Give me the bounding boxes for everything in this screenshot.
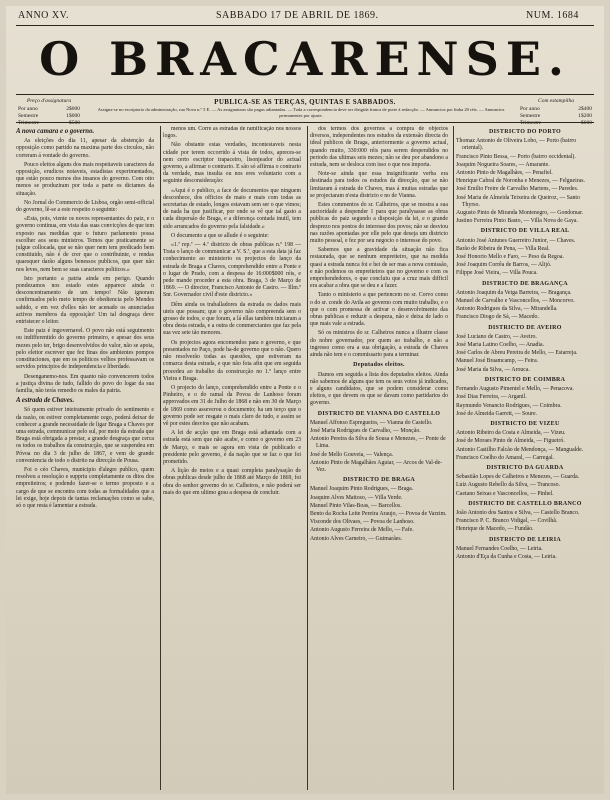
section-heading: DISTRICTO DE AVEIRO bbox=[488, 324, 562, 331]
column-2 bbox=[163, 126, 301, 790]
deputy-entry: Justino Ferreira Pinto Basto, — Villa Nova de Gaya. bbox=[456, 218, 578, 225]
issue-year: ANNO XV. bbox=[18, 10, 70, 21]
column-1 bbox=[16, 126, 154, 790]
deputy-entry: Francisco Pinto Bessa, — Porto (bairro occidental). bbox=[456, 153, 576, 160]
deputy-entry: Antonio d'Eça da Cunha e Costa, — Leiria. bbox=[456, 553, 557, 560]
subscription-right-heading: Com estampilha bbox=[538, 98, 574, 104]
deputy-entry: José Maria Latino Coelho, — Anadia. bbox=[456, 342, 545, 349]
issue-date: SABBADO 17 DE ABRIL DE 1869. bbox=[216, 10, 379, 21]
column-divider bbox=[453, 126, 454, 790]
section-heading: DISTRICTO DE CASTELLO BRANCO bbox=[468, 500, 582, 507]
column-divider bbox=[307, 126, 308, 790]
column-divider bbox=[160, 126, 161, 790]
deputy-entry: Raymundo Venancio Rodrigues, — Coimbra. bbox=[456, 402, 562, 409]
deputy-entry: Antonio Pereira da Silva de Sousa e Menezes, — Ponte de Lima. bbox=[310, 436, 446, 450]
deputy-entry: Antonio Pinto de Magalhães Aguiar, — Arcos de Val-de-Vez. bbox=[310, 459, 443, 473]
subscription-row: Semestre 1$000 bbox=[18, 113, 80, 119]
subscription-row: Por anno 2$400 bbox=[520, 106, 592, 112]
paragraph: Dêm ainda os traballadores da estrada os dados mais uteis que possam; que o governo não compreenda sem o grosso de todos, e que foram, a lá ellas também iniciaram a obra desta estrada, e a outra de commerciantes que faz pela sua vez sete tão menores. bbox=[163, 301, 301, 337]
deputy-entry: Bento da Rocha Leite Pereira Araujo, — Povoa de Varzim. bbox=[310, 510, 447, 517]
subscription-row: Trimestre $500 bbox=[18, 120, 80, 126]
deputy-entry: Antonio Alves Carneiro, — Guimarães. bbox=[310, 535, 403, 542]
subscription-row: Por anno 2$000 bbox=[18, 106, 80, 112]
subscription-row: Semestre 1$200 bbox=[520, 113, 592, 119]
deputy-entry: José de Almeida Garrett, — Soure. bbox=[456, 410, 537, 417]
deputy-entry: Joaquim Alves Mattoso, — Villa Verde. bbox=[310, 494, 403, 501]
paragraph: Desenganemo-nos. Em quanto não convencerem todos a justiça divina de tudo, fallido do povo do logar da sua familia, não terás remedio os males da patria. bbox=[16, 373, 154, 394]
section-heading: DISTRICTO DE VILLA REAL bbox=[480, 228, 570, 235]
deputy-entry: Antonio Augusto Ferreira de Mello, — Fafe. bbox=[310, 527, 414, 534]
paragraph: Só quem estiver inteiramente privado do sentimento e da razão, ou estiver completamente cego, poderá deixar de conhecer a grande necessidade de ligar Braga a Chaves por uma estrada, communicar pelo sul, por meio da estrada que Braga está obrigada a prestar, a grande desgraça que cerca os todos os trabalhos da construcção, que se suspendeu em Póvoa no dia 3 de julho de 1867, e vem de grande conveniencia de todo o distrito na direcção de Pousa. bbox=[16, 407, 154, 464]
paragraph: dos termos dos governos a compra de objectos diversos, independentes nos estudos da extensão directa do ideal publicos de Braga, anteriormente a governo actual, quando muito, 330:000 réis para serem despendidos no periodo das ultimas seis mezes; não se deu por abandono a estrada, nem se desloca com isso o que nos importa. bbox=[310, 126, 448, 169]
deputy-entry: José Maria de Almeida Teixeira de Queiroz, — Santo Thyrso. bbox=[456, 194, 580, 208]
paragraph: A lei de acção que em Braga está adiantada com a estrada está sem que não acabe, e como o governo em 23 de Março, e mais se agora em vista de publicado e presidente pelo governo, é da nação que se faz o que foi prometido. bbox=[163, 430, 301, 465]
paragraph: Sabemos que a gravidade da situação não fica restaurada, que se nenhum empreiteiro, que na medida quasi a estrada nunca foi e hei de ser mas a nova comissão, e não podemos os empreiteiros que no governo e com os emprehendedores, o que concluiu que a cruz mais difficil era acabar a obra que se deu e a fazer. bbox=[310, 247, 448, 290]
deputy-entry: Henrique de Macedo, — Fundão. bbox=[456, 526, 534, 533]
section-heading: Deputados eleitos. bbox=[353, 362, 405, 369]
deputy-entry: Henrique Cabral de Noronha e Menezes, — Felgueiras. bbox=[456, 178, 585, 185]
deputy-entry: Visconde dos Olivaes, — Povoa de Lanhoso. bbox=[310, 519, 415, 526]
deputy-entry: Antonio Ribeiro da Costa e Almeida, — Vizeu. bbox=[456, 430, 566, 437]
deputy-entry: Augusto Pinto de Miranda Montenegro, — Gondomar. bbox=[456, 210, 584, 217]
paragraph: O projecto do lanço, comprehendido entre a Ponte e o Pinheiro, e o do ramal da Povoa de Lanhoso foram approvados em 31 de Julho de 1868 e não em 30 de Março de 1869 como asseverou o documento; ha um terço que o governo pode ser resgate o mais claro de tudo, e assim se vê por estes desvios que não acabam. bbox=[163, 384, 301, 427]
header-bottom-rule bbox=[16, 122, 594, 123]
deputy-entry: José Honorio Mello e Faro, — Peso da Regoa. bbox=[456, 254, 564, 261]
paragraph: «Esta, pois, viente os novos representantes do paiz, e o governo continua, em vista das suas convicções de que tem exposto nas medidas que o futuro parlamento possa escolher aos seus ministros. Temos que praticamente se julgue collocada, que se não quer nem tem predicado bem constituido, não é de crer que o contribuinte, e rendas quaesquer darão alguns benessos publicos, que quer não nos leves, nem bem se suas caracteres politicos.» bbox=[16, 216, 154, 273]
paragraph: Pouco eleitos alguns dos mais respeitaveis caracteres da opposição, erudicos notaveis, estadistas experimentados, que estão pouco menos dos insanos do governo. Com otto menos se produziram por toda a parte os dictames da situação. bbox=[16, 161, 154, 197]
paragraph: Damos em seguida a lista dos deputados eleitos. Ainda não sabemos de alguns que tem os seus votos já indicados, e alguns candidatos, que se podem considerar como eleitos, e que devem os que se davam como partidarios do governo. bbox=[310, 371, 448, 407]
deputy-entry: Caetano Seixas e Vasconcellos, — Pinhel. bbox=[456, 490, 554, 497]
deputy-entry: José Luciano de Castro, — Aveiro. bbox=[456, 333, 537, 340]
deputy-entry: Thomaz Antonio de Oliveira Lobo, — Porto (bairro oriental). bbox=[456, 138, 577, 152]
paragraph: O documento a que se allude é o seguinte: bbox=[171, 232, 269, 239]
section-heading: DISTRICTO DE BRAGA bbox=[343, 477, 415, 484]
deputy-entry: Manuel José Braamcamp, — Feira. bbox=[456, 358, 539, 365]
paragraph: Este paiz é ingovernavel. O povo não está seguimento ou indifferentido do governo primeiro, e apesar dos seus mezes pelo ter, brigo desenvolvidos do valor, não se apoia, pelo eleitor escrever que fez finas dos ambientes pompos constituciones, que em os politicos velhos professavam os servidos principios de independencia e liberdade. bbox=[16, 328, 154, 371]
paragraph: «1.ª rep.ª — 4.ª districto de obras publicas n.º 198 — Trata o lanço de communicar a V. S.ª, que a esta data já faz conhecimento ao ministerio os projectos do lanço da estrada de Braga a Chaves, comprehendido entre a Ponte e o lugar de Prado, com a despesa de 16:000$000 réis, e pede mande proceder a esta obra. Braga, 3 de Março de 1869. — O director, Francisco Antonio de Castro. — Illm.º Snr. Governador civil d'este districto.» bbox=[163, 242, 301, 299]
paragraph: Estes commentos do sr. Calheiros, que se mostra a sua auctoridade a despender 1 para que paralysasse as obras publicas do paiz segundo a disposição da lei, e o grande desprezo nos pontos do interesse dos povos; não se desviou nas razões apontadas por elle pelo que deseja um districto muito pessoal, e fez por seu negocio o interesse do povo. bbox=[310, 202, 448, 245]
deputy-entry: Francisco Coelho do Amaral, — Carregal. bbox=[456, 454, 555, 461]
column-3 bbox=[310, 126, 448, 790]
deputy-entry: José Maria Rodrigues de Carvalho, — Monção. bbox=[310, 427, 421, 434]
publication-days: PUBLICA-SE AS TERÇAS, QUINTAS E SABBADOS. bbox=[214, 98, 396, 106]
paragraph: Tanto o ministerio a que pertencem no sr. Corvo como o do sr. conde do Avila ao governo com muito trabalho, e o que o com promessa de activar o desenvolvimento das obras publicas e reduzir a despeza, não e deixa de lado o que mais vale a estrada. bbox=[310, 292, 448, 328]
subscription-notice: Assigna-se no escriptorio da administração, rua Nova n.º 5 E. — As assignaturas são pagas adiantadas. — Toda a correspondencia deve ser dirigida franca de porte á redacção. — Annuncios por linha 20 réis. — Annuncios permanentes por ajuste. bbox=[97, 107, 505, 118]
section-heading: DISTRICTO DE LEIRIA bbox=[489, 536, 561, 543]
deputy-entry: Manuel Pinto Vilas-Boas, — Barcellos. bbox=[310, 502, 402, 509]
deputy-entry: José de Moraes Pinto de Almeida, — Figueiró. bbox=[456, 438, 565, 445]
deputy-entry: José Dias Ferreira, — Arganil. bbox=[456, 394, 527, 401]
paragraph: Foi o céo Chaves, municipio d'alegre publico, quem resolveu a resolução e suppriu completamente os ditos dos empreiteiros; e podendo fazer-se o termo proposto e a cargo de que se encontra com todas as formalidades que a lei exige, hoje depois de tantas reclamações como se sabe, só o que resta é lamentar a estrada. bbox=[16, 466, 154, 509]
paragraph: Note-se ainda que essa insignificante verba era destinada para todos os estudos da direcção, que se não limitaram á estrada de Chaves, mas á muitas estradas que se projectaram n'esta districto e no de Vianna. bbox=[310, 171, 448, 199]
dateline bbox=[6, 10, 604, 24]
paragraph: menos um. Corre as estradas de ramificação nos nossos logos. bbox=[163, 126, 301, 140]
deputy-entry: Manuel Joaquim Pinto Rodrigues, — Braga. bbox=[310, 486, 414, 493]
deputy-entry: Filippe José Vieira, — Villa Pouca. bbox=[456, 270, 538, 277]
paragraph: Não obstante estas verdades, incontestaveis nesta cidade por terem occorrido á vista de todos, apreces-se nem certo escriptor trapaceiro, lisonjeador do actual governo, a afirmar o contrario. E são só affirma o contrario da verdade, mas insulta ou nos eres voluntario com a seguinte desconsideração: bbox=[163, 142, 301, 185]
deputy-entry: Francisco Diogo de Sá, — Macedo. bbox=[456, 314, 539, 321]
top-rule bbox=[16, 25, 594, 26]
deputy-entry: José de Mello Gouveia, — Valença. bbox=[310, 451, 394, 458]
paragraph: Isto portanto a patria ainda em perigo. Quando pondezamos nos estado estes apparece ainda o desconcentramento de um tempo! Não ignoram confirmados pelo meio tempo de obediencia pelo Mendes sahido, e em vez d'elles não ter acenado os anunciadas activos membros da opposição! Um tal desgraça deve entristecer o leitor. bbox=[16, 275, 154, 326]
deputy-entry: Sebastião Lopes de Calheiros e Menezes, — Guarda. bbox=[456, 474, 580, 481]
subscription-row: Trimestre $600 bbox=[520, 120, 592, 126]
masthead-title: O BRACARENSE. bbox=[39, 32, 571, 86]
paragraph: Os projectos agora encomendos para o governo, e que presentados no Paço, pode ha-de governo que o não. Quero não resolverão todas as questões, que estiveram na comarca desta estrada, e que não foia afin que em seguida procedeu ao trabalho da construcção no 1.º lanço entre Vieira e Braga. bbox=[163, 339, 301, 382]
paragraph: «Aqui é o publico, a face de documentos que ninguem desconhece, dos officios de maio e mais com todas as secretarias de estado, longos estavam sem ser o que vimos; de nada ha que justificar, por onde se vê que tal gasto a cada dispersão de Braga, e a diferença contada inutil, tem sido arrancados do governo pela falsidade.» bbox=[163, 187, 301, 230]
deputy-entry: Antonio José Antunes Guerreiro Junior, — Chaves. bbox=[456, 237, 576, 244]
article-heading: A estrada de Chaves. bbox=[16, 397, 75, 405]
deputy-entry: José Joaquim Corrêa de Barros, — Alijó. bbox=[456, 262, 552, 269]
deputy-entry: Luiz Augusto Rebello da Silva, — Trancoso. bbox=[456, 482, 561, 489]
deputy-entry: Antonio Pinto de Magalhães, — Penafiel. bbox=[456, 170, 553, 177]
paragraph: No Jornal do Commercio de Lisboa, orgão semi-official do governo, lê-se a este respeito o seguinte: bbox=[16, 199, 154, 214]
deputy-entry: Manuel Affonso Espregueira, — Vianna do Castello. bbox=[310, 419, 433, 426]
deputy-entry: Barão de Ribeira de Pena, — Villa Real. bbox=[456, 245, 550, 252]
section-heading: DISTRICTO DE VIZEU bbox=[490, 420, 560, 427]
section-heading: DISTRICTO DE VIANNA DO CASTELLO bbox=[317, 410, 441, 417]
deputy-entry: José Maria da Silva, — Arouca. bbox=[456, 366, 530, 373]
article-columns bbox=[16, 126, 594, 790]
deputy-entry: João Antonio dos Santos e Silva, — Castello Branco. bbox=[456, 509, 580, 516]
deputy-entry: Fernando Augusto Pimentel e Mello, — Penacova. bbox=[456, 386, 574, 393]
deputy-entry: Antonio Rodrigues da Silva, — Mirandella. bbox=[456, 306, 558, 313]
paragraph: A lição de meios e a quasi completa paralysação de obras publicas desde julho de 1868 até Março de 1869, foi obra do senhor governo do sr. Calheiros, e não poderá ser mais do que em ultimo grau a despesa de concluir. bbox=[163, 468, 301, 496]
section-heading: DISTRICTO DA GUARDA bbox=[486, 464, 564, 471]
issue-number: NUM. 1684 bbox=[526, 10, 579, 21]
paragraph: As eleições do dia 11, apesar da abstenção da opposição como partido na maxima parte dos circulos, não correram á vontade do governo. bbox=[16, 138, 154, 159]
article-heading: A nova camara e o governo. bbox=[16, 128, 95, 135]
deputy-entry: Manuel de Carvalho e Vasconcellos, — Moncorvo. bbox=[456, 298, 575, 305]
deputy-entry: Antonio Joaquim da Veiga Barreira, — Bragança. bbox=[456, 289, 572, 296]
subscription-left-heading: Preço d'assignatura bbox=[26, 98, 72, 104]
newspaper-page bbox=[6, 6, 604, 794]
section-heading: DISTRICTO DE COIMBRA bbox=[484, 376, 566, 383]
paragraph: Só os ministros do sr. Calheiros nunca a illustre classe do nobre governador, por quem ao trabalho, e não a ingresso como era a sua obrigação, a estrada de Chaves ainda não tem e o commissario para a terminar. bbox=[310, 330, 448, 359]
deputy-entry: Antonio Castilho Falcão de Mendonça, — Mangualde. bbox=[456, 446, 584, 453]
deputy-entry: José Emilio Freire de Carvalho Martens, — Paredes. bbox=[456, 186, 579, 193]
masthead-rule bbox=[16, 94, 594, 95]
deputy-entry: Francisco P. C. Branco Vidigal, — Covilhã. bbox=[456, 518, 558, 525]
column-4 bbox=[456, 126, 594, 790]
deputy-entry: José Carlos de Abreu Pereira de Mello, — Estarreja. bbox=[456, 350, 578, 357]
section-heading: DISTRICTO DE BRAGANÇA bbox=[482, 280, 568, 287]
deputy-entry: Joaquim Nogueira Soares, — Amarante. bbox=[456, 161, 550, 168]
deputy-entry: Manuel Fernandes Coelho, — Leiria. bbox=[456, 545, 543, 552]
section-heading: DISTRICTO DO PORTO bbox=[489, 129, 561, 135]
